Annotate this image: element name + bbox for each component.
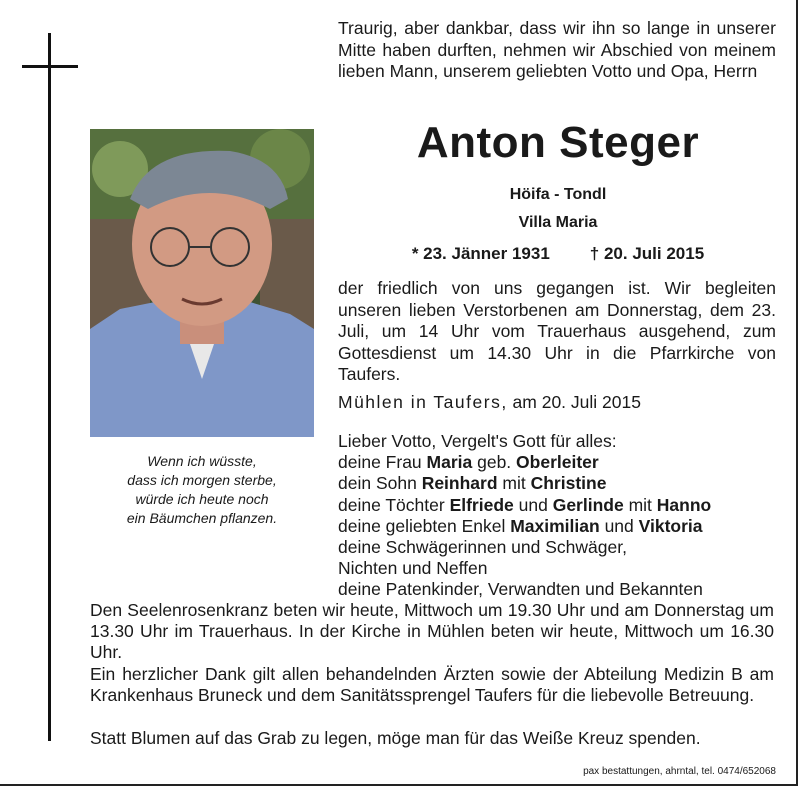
family-line: deine geliebten Enkel Maximilian und Viktoria [338, 515, 703, 536]
house-name: Villa Maria [518, 214, 598, 231]
birth-date: * 23. Jänner 1931 [411, 244, 550, 263]
flowers-paragraph: Statt Blumen auf das Grab zu legen, möge man für das Weiße Kreuz spenden. [90, 728, 701, 748]
family-line: deine Frau Maria geb. Oberleiter [338, 452, 599, 473]
quote [90, 452, 314, 528]
funeral-notice: der friedlich von uns gegangen ist. Wir begleiten unseren lieben Verstorbenen am Donnerstag, dem 23. Juli, um 14 Uhr vom Trauerhaus ausgehend, zum Gottesdienst um 14.30 Uhr in die Pfarrkirche von Taufers. [338, 278, 776, 384]
family-line: Lieber Votto, Vergelt's Gott für alles: [338, 431, 617, 451]
quote-line: ein Bäumchen pflanzen. [126, 510, 278, 526]
intro-text: Traurig, aber dankbar, dass wir ihn so lange in unserer Mitte haben durften, nehmen wir Abschied von meinem lieben Mann, unserem geliebten Votto und Opa, Herrn [338, 18, 776, 81]
death-date: † 20. Juli 2015 [589, 244, 705, 263]
quote-line: würde ich heute noch [135, 491, 269, 507]
nickname: Höifa - Tondl [509, 186, 607, 203]
quote-line: Wenn ich wüsste, [147, 453, 257, 469]
funeral-home-credit: pax bestattungen, ahrntal, tel. 0474/652068 [583, 766, 776, 777]
notice-date: am 20. Juli 2015 [507, 392, 641, 412]
family-line: deine Schwägerinnen und Schwäger, [338, 537, 627, 558]
family-line: dein Sohn Reinhard mit Christine [338, 473, 607, 494]
quote-line: dass ich morgen sterbe, [127, 472, 277, 488]
family-line: deine Patenkinder, Verwandten und Bekannten [338, 579, 703, 600]
place-name: Mühlen in Taufers, [338, 392, 508, 412]
life-dates [338, 244, 778, 264]
family-line: deine Töchter Elfriede und Gerlinde mit Hanno [338, 494, 712, 515]
portrait-photo [90, 129, 314, 437]
deceased-name: Anton Steger [416, 118, 700, 167]
family-list [338, 431, 776, 601]
rosary-paragraph: Den Seelenrosenkranz beten wir heute, Mittwoch um 19.30 Uhr und am Donnerstag um 13.30 Uhr im Trauerhaus. In der Kirche in Mühlen beten wir heute, Mittwoch um 16.30 Uhr. [90, 600, 774, 662]
place-date [338, 392, 776, 413]
family-line: Nichten und Neffen [338, 558, 488, 579]
thanks-paragraph: Ein herzlicher Dank gilt allen behandelnden Ärzten sowie der Abteilung Medizin B am Krankenhaus Bruneck und dem Sanitätssprengel Taufers für die liebevolle Betreuung. [90, 664, 774, 705]
